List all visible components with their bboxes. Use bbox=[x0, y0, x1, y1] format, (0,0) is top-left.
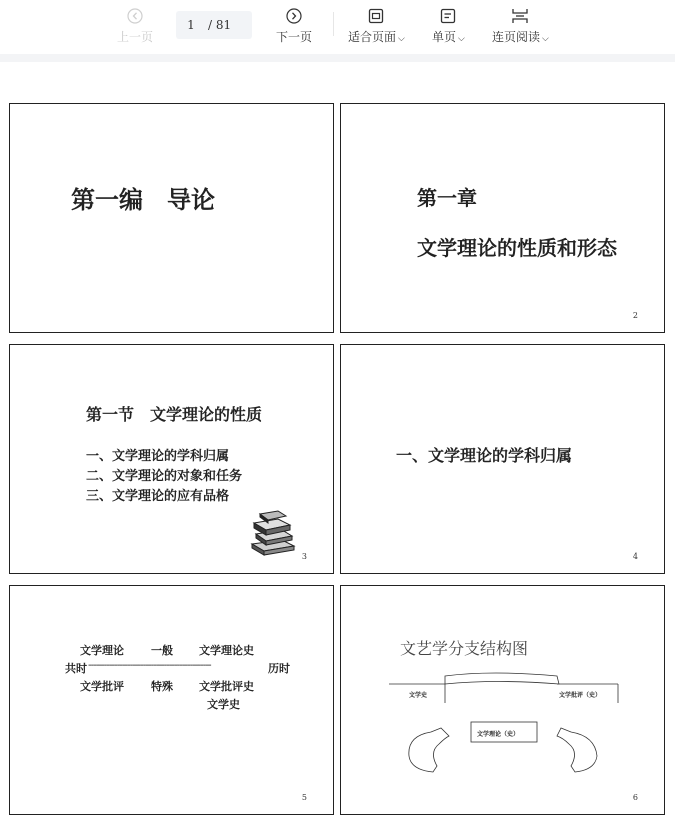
slide-text: 历时 bbox=[268, 662, 290, 675]
slide-thumbnail-1[interactable] bbox=[9, 103, 334, 333]
slide-title: 第一编 导论 bbox=[71, 186, 215, 214]
slide-text: 共时 bbox=[65, 662, 87, 675]
chevron-right-circle-icon bbox=[286, 6, 302, 26]
slide-text: 一般 bbox=[151, 644, 173, 657]
single-page-dropdown[interactable] bbox=[432, 6, 465, 45]
page-total: / 81 bbox=[208, 18, 232, 32]
slide-title: 第一节 文学理论的性质 bbox=[86, 405, 263, 424]
slide-page-number: 6 bbox=[632, 793, 638, 802]
page-number-input[interactable] bbox=[176, 18, 206, 32]
toolbar-shadow bbox=[0, 54, 675, 62]
chevron-down-icon: ⌵ bbox=[458, 34, 465, 44]
toolbar-divider bbox=[333, 12, 334, 36]
continuous-reading-icon bbox=[511, 6, 529, 26]
slide-thumbnail-5[interactable] bbox=[9, 585, 334, 815]
slide-thumbnail-3[interactable] bbox=[9, 344, 334, 574]
slide-text: 文学理论 bbox=[80, 644, 124, 657]
diagram-box-right-label: 文学批评（史） bbox=[559, 692, 602, 699]
slide-title: 一、文学理论的学科归属 bbox=[396, 446, 573, 465]
slide-page-number: 2 bbox=[632, 311, 638, 320]
slide-text: 文学批评史 bbox=[199, 680, 254, 693]
branch-structure-diagram bbox=[341, 586, 665, 815]
prev-page-label: 上一页 bbox=[117, 30, 154, 44]
next-page-label: 下一页 bbox=[276, 30, 313, 44]
single-page-label: 单页 bbox=[432, 30, 457, 44]
books-clipart-icon bbox=[248, 510, 298, 556]
page-number-box bbox=[176, 11, 252, 39]
slide-list-item: 三、文学理论的应有品格 bbox=[86, 489, 230, 504]
slide-thumbnail-6[interactable] bbox=[340, 585, 665, 815]
next-page-button[interactable] bbox=[276, 6, 312, 45]
slide-text: 文学批评 bbox=[80, 680, 124, 693]
diagram-box-left-label: 文学史 bbox=[409, 692, 428, 699]
continuous-reading-dropdown[interactable] bbox=[492, 6, 549, 45]
diagram-box-center-label: 文学理论（史） bbox=[477, 731, 520, 738]
slide-thumbnail-2[interactable] bbox=[340, 103, 665, 333]
viewer-toolbar bbox=[0, 0, 675, 54]
slide-text: 文学史 bbox=[207, 698, 240, 711]
chevron-down-icon: ⌵ bbox=[398, 34, 405, 44]
slide-thumbnail-4[interactable] bbox=[340, 344, 665, 574]
slide-page-number: 3 bbox=[301, 552, 307, 561]
fit-page-icon bbox=[368, 6, 384, 26]
slide-heading: 第一章 bbox=[417, 186, 477, 210]
fit-page-label: 适合页面 bbox=[348, 30, 397, 44]
chevron-left-circle-icon bbox=[127, 6, 143, 26]
slide-text: 特殊 bbox=[151, 680, 173, 693]
fit-page-dropdown[interactable] bbox=[348, 6, 405, 45]
continuous-reading-label: 连页阅读 bbox=[492, 30, 541, 44]
slide-list-item: 一、文学理论的学科归属 bbox=[86, 449, 230, 464]
prev-page-button[interactable] bbox=[117, 6, 153, 45]
slide-page-number: 4 bbox=[632, 552, 638, 561]
slide-text: 文学理论史 bbox=[199, 644, 254, 657]
chevron-down-icon: ⌵ bbox=[542, 34, 549, 44]
slide-dash-line: ----------------------------------------------- bbox=[88, 660, 211, 671]
slide-subheading: 文学理论的性质和形态 bbox=[417, 236, 617, 260]
slide-title: 文艺学分支结构图 bbox=[400, 639, 529, 658]
single-page-icon bbox=[440, 6, 456, 26]
slide-page-number: 5 bbox=[301, 793, 307, 802]
slide-list-item: 二、文学理论的对象和任务 bbox=[86, 469, 243, 484]
